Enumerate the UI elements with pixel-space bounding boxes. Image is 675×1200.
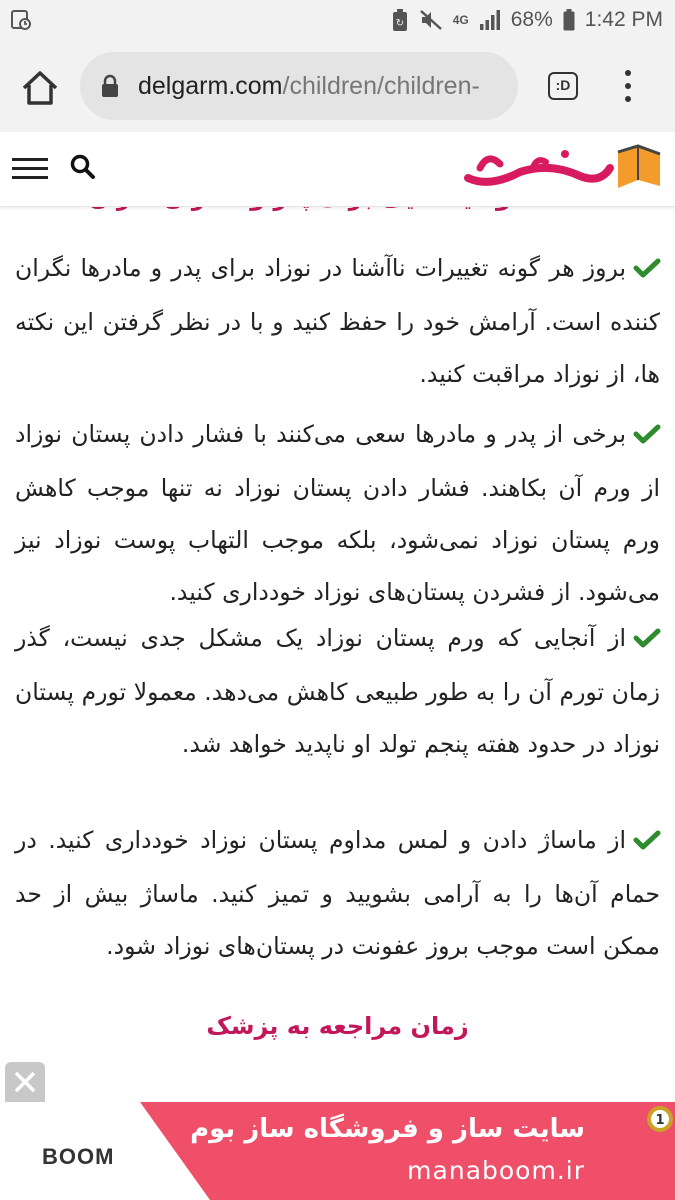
signal-icon — [479, 9, 501, 31]
mute-icon — [419, 9, 443, 31]
paragraph-text: از ماساژ دادن و لمس مداوم پستان نوزاد خودداری کنید. در حمام آن‌ها را به آرامی بشویید و تمیز کنید. ماساژ بیش از حد ممکن است موجب بروز عفونت در پستان‌های نوزاد شود. — [15, 826, 660, 960]
site-header — [0, 132, 675, 207]
ad-title: سایت ساز و فروشگاه ساز بوم — [190, 1114, 585, 1144]
url-text — [138, 72, 480, 101]
lock-icon — [100, 74, 120, 102]
url-path: /children/children- — [282, 72, 480, 100]
battery-icon — [563, 9, 575, 31]
check-icon — [634, 244, 660, 296]
check-icon — [634, 410, 660, 462]
battery-percent: 68% — [510, 8, 553, 31]
paragraph-text: بروز هر گونه تغییرات ناآشنا در نوزاد برای پدر و مادرها نگران کننده است. آرامش خود را حفظ کنید و با در نظر گرفتن این نکته ها، از نوزاد مراقبت کنید. — [15, 254, 660, 388]
ad-banner[interactable] — [0, 1102, 675, 1200]
screenshot-notification-icon — [10, 9, 32, 35]
ad-brand-logo: BOOM — [42, 1144, 115, 1169]
bullet-paragraph — [15, 408, 660, 618]
paragraph-text: برخی از پدر و مادرها سعی می‌کنند با فشار دادن پستان نوزاد از ورم آن بکاهند. فشار دادن پستان نوزاد نه تنها موجب کاهش ورم پستان نوزاد نمی‌شود، بلکه موجب التهاب پوست نوزاد نیز می‌شود. از فشردن پستان‌های نوزاد خودداری کنید. — [15, 420, 660, 606]
battery-saver-icon — [391, 8, 409, 32]
bullet-paragraph — [15, 814, 660, 972]
site-logo[interactable] — [460, 138, 665, 200]
close-icon — [5, 1062, 45, 1102]
ad-url: manaboom.ir — [407, 1156, 585, 1185]
home-button[interactable] — [18, 66, 62, 110]
address-bar[interactable] — [80, 52, 518, 120]
ad-close-button[interactable] — [5, 1062, 45, 1102]
paragraph-text: از آنجایی که ورم پستان نوزاد یک مشکل جدی نیست، گذر زمان تورم آن را به طور طبیعی کاهش می‌دهد. معمولا تورم پستان نوزاد در حدود هفته پنجم تولد او ناپدید خواهد شد. — [15, 624, 660, 758]
tabs-button[interactable]: :D — [548, 72, 578, 100]
bullet-paragraph — [15, 242, 660, 400]
bullet-paragraph — [15, 612, 660, 770]
section-heading: زمان مراجعه به پزشک — [206, 1012, 469, 1040]
status-bar — [0, 0, 675, 40]
ad-badge-icon — [645, 1104, 675, 1134]
check-icon — [634, 614, 660, 666]
ad-badge-number: 1 — [655, 1113, 665, 1128]
search-icon[interactable] — [70, 154, 96, 186]
browser-toolbar — [0, 40, 675, 132]
url-domain: delgarm.com — [138, 72, 283, 100]
clock: 1:42 PM — [584, 8, 663, 31]
home-icon — [18, 66, 62, 110]
article-content — [0, 190, 675, 1090]
overflow-menu-button[interactable] — [616, 70, 640, 104]
network-type: 4G — [452, 13, 469, 27]
svg-text:↻: ↻ — [395, 18, 404, 29]
hamburger-menu-icon[interactable] — [12, 158, 48, 180]
check-icon — [634, 816, 660, 868]
